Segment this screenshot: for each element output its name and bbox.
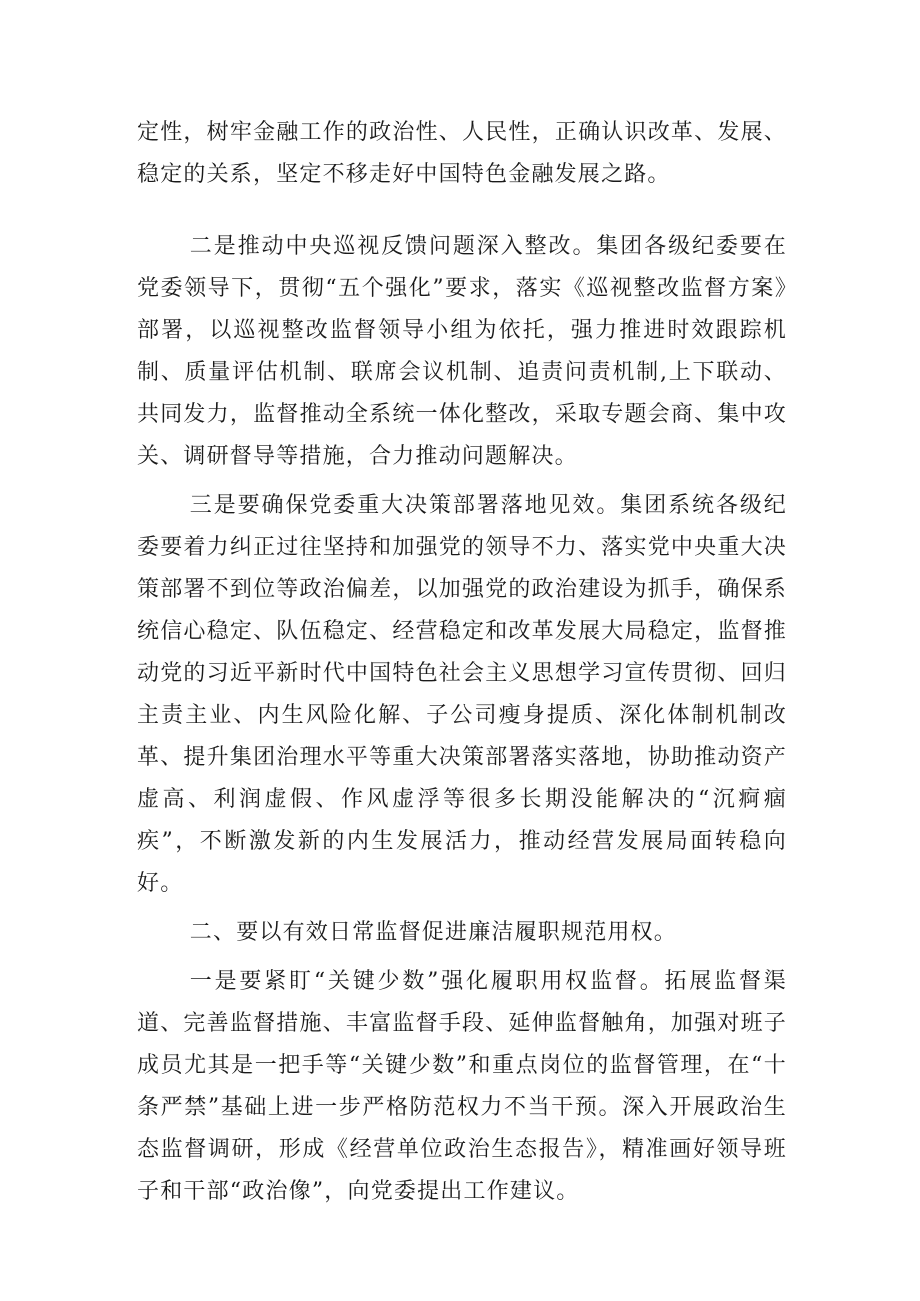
- document-body: [137, 112, 787, 1213]
- paragraph-major-decisions: 三是要确保党委重大决策部署落地见效。集团系统各级纪委要着力纠正过往坚持和加强党的领导不力、落实党中央重大决策部署不到位等政治偏差，以加强党的政治建设为抓手，确保系统信心稳定、队伍稳定、经营稳定和改革发展大局稳定，监督推动党的习近平新时代中国特色社会主义思想学习宣传贯彻、回归主责主业、内生风险化解、子公司瘦身提质、深化体制机制改革、提升集团治理水平等重大决策部署落实落地，协助推动资产虚高、利润虚假、作风虚浮等很多长期没能解决的“沉痾痼疾”，不断激发新的内生发展活力，推动经营发展局面转稳向好。: [137, 493, 787, 896]
- paragraph-inspection-rectification: 二是推动中央巡视反馈问题深入整改。集团各级纪委要在党委领导下，贯彻“五个强化”要求，落实《巡视整改监督方案》部署，以巡视整改监督领导小组为依托，强力推进时效跟踪机制、质量评估机制、联席会议机制、追责问责机制,上下联动、共同发力，监督推动全系统一体化整改，采取专题会商、集中攻关、调研督导等措施，合力推动问题解决。: [137, 234, 787, 469]
- paragraph-continuation: 定性，树牢金融工作的政治性、人民性，正确认识改革、发展、稳定的关系，坚定不移走好中国特色金融发展之路。: [137, 120, 787, 187]
- section-heading-daily-supervision: 二、要以有效日常监督促进廉洁履职规范用权。: [189, 920, 677, 945]
- paragraph-key-minority: 一是要紧盯“关键少数”强化履职用权监督。拓展监督渠道、完善监督措施、丰富监督手段、延伸监督触角，加强对班子成员尤其是一把手等“关键少数”和重点岗位的监督管理，在“十条严禁”基础上进一步严格防范权力不当干预。深入开展政治生态监督调研，形成《经营单位政治生态报告》，精准画好领导班子和干部“政治像”，向党委提出工作建议。: [137, 969, 787, 1204]
